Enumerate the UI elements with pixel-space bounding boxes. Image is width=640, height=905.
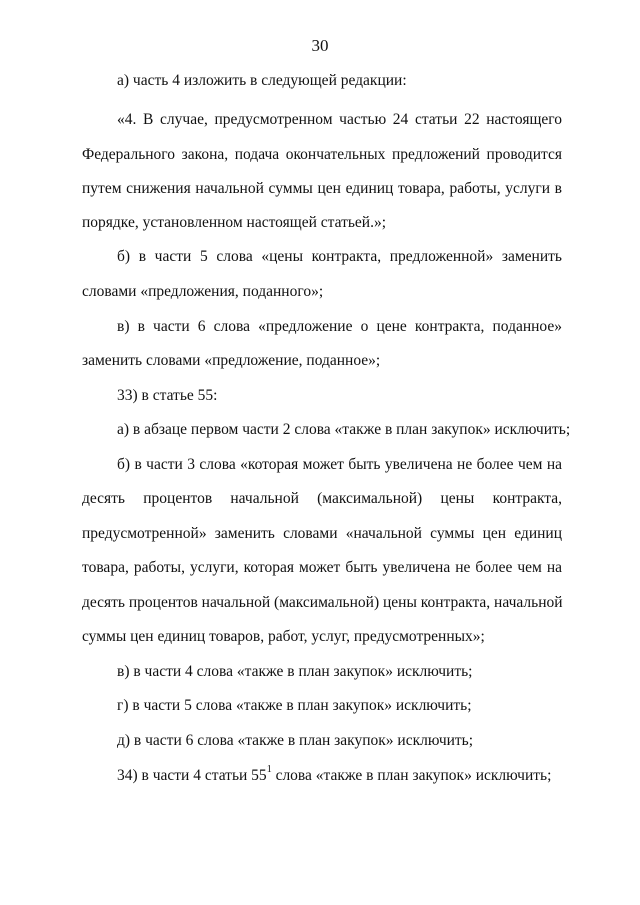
paragraph-line: предусмотренной» заменить словами «начальной суммы цен единиц [82,525,562,542]
paragraph-line: «4. В случае, предусмотренном частью 24 статьи 22 настоящего [117,111,562,128]
paragraph-line: словами «предложения, поданного»; [82,283,324,300]
paragraph-line: заменить словами «предложение, поданное»; [82,352,381,369]
paragraph-line: десять процентов начальной (максимальной) цены контракта, [82,490,562,507]
paragraph-line: 33) в статье 55: [117,387,218,404]
paragraph-line: б) в части 5 слова «цены контракта, предложенной» заменить [117,248,562,265]
paragraph-line: а) часть 4 изложить в следующей редакции: [117,72,407,89]
last-line-start: 34) в части 4 статьи 55 [117,767,267,784]
paragraph-line: б) в части 3 слова «которая может быть увеличена не более чем на [117,456,562,473]
page-number: 30 [311,36,329,55]
paragraph-line: путем снижения начальной суммы цен единиц товара, работы, услуги в [82,180,562,197]
paragraph-line: д) в части 6 слова «также в план закупок» исключить; [117,732,474,749]
paragraph-line: Федерального закона, подача окончательных предложений проводится [82,146,562,163]
paragraph-line [117,763,562,786]
superscript-article-number: 1 [266,763,272,775]
paragraph-line: а) в абзаце первом части 2 слова «также в план закупок» исключить; [117,421,571,438]
paragraph-line: десять процентов начальной (максимальной) цены контракта, начальной [82,594,563,611]
paragraph-line: суммы цен единиц товаров, работ, услуг, предусмотренных»; [82,628,485,645]
paragraph-line: в) в части 6 слова «предложение о цене контракта, поданное» [117,318,562,335]
paragraph-line: порядке, установленном настоящей статьей.»; [82,214,387,231]
last-line-end: слова «также в план закупок» исключить; [271,767,552,784]
paragraph-line: г) в части 5 слова «также в план закупок» исключить; [117,697,472,714]
paragraph-line: в) в части 4 слова «также в план закупок» исключить; [117,663,473,680]
paragraph-line: товара, работы, услуги, которая может быть увеличена не более чем на [82,559,562,576]
